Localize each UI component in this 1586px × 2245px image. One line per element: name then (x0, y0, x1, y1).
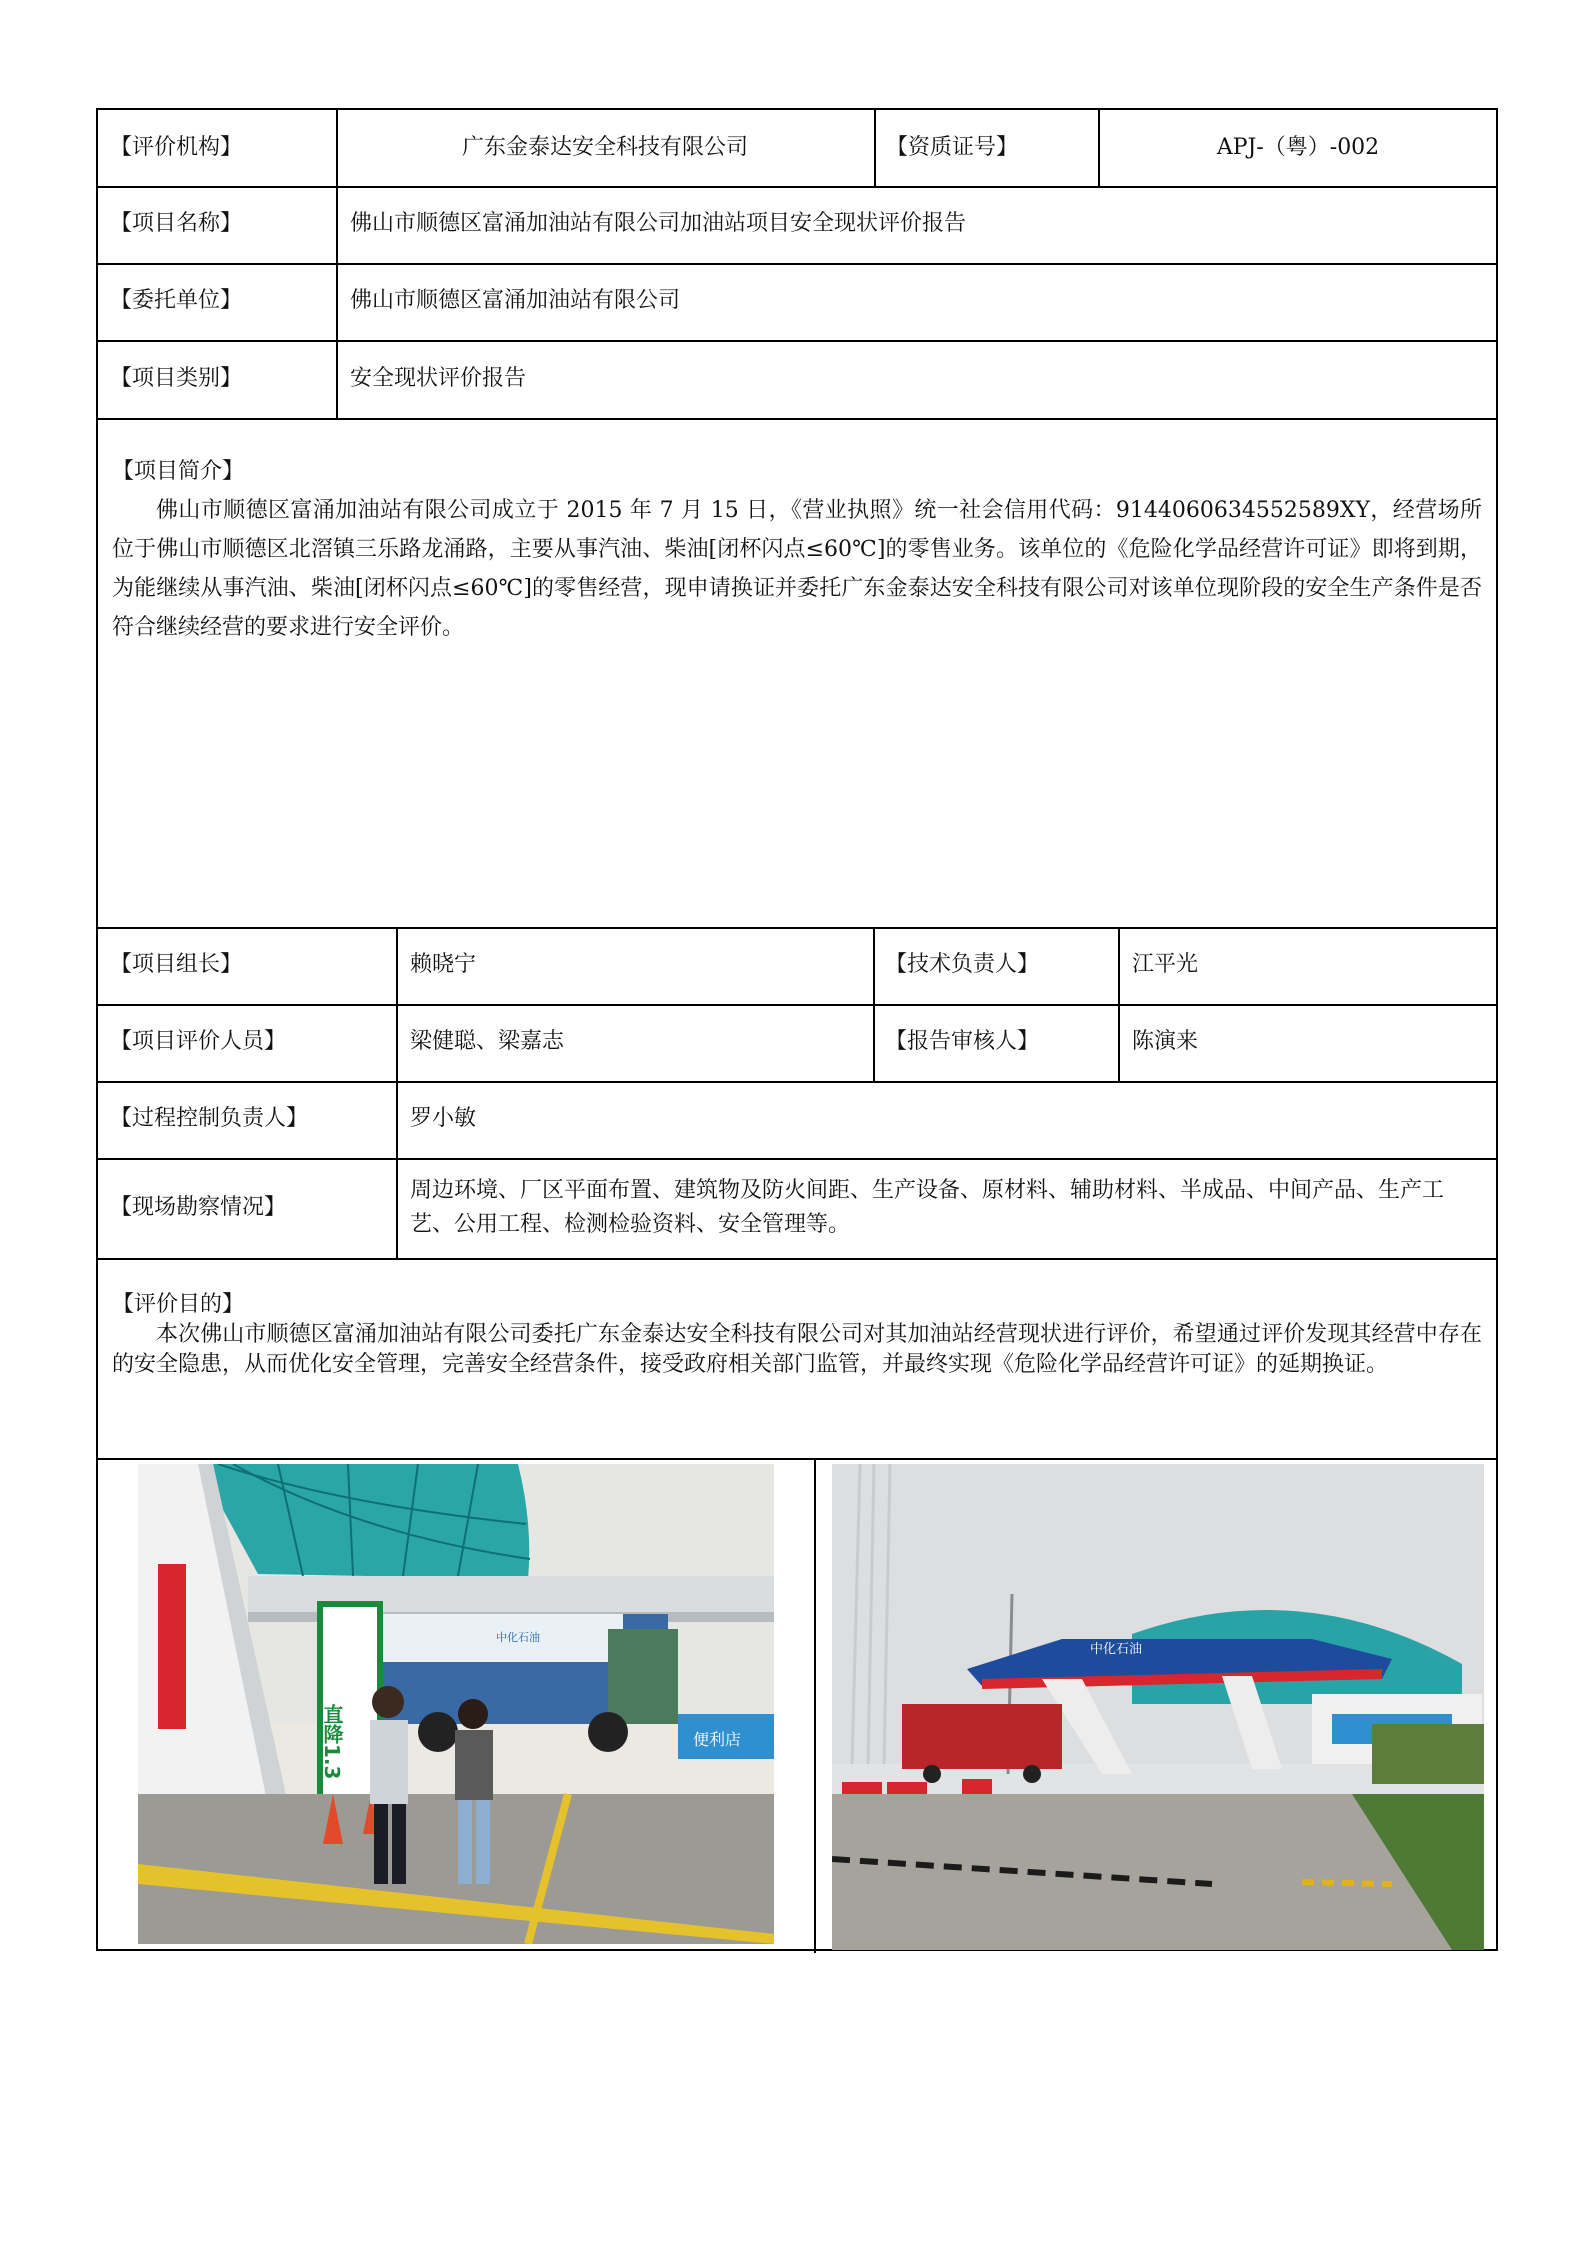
survey-value: 周边环境、厂区平面布置、建筑物及防火间距、生产设备、原材料、辅助材料、半成品、中间产品、生产工艺、公用工程、检测检验资料、安全管理等。 (410, 1178, 1445, 1237)
purpose-text: 本次佛山市顺德区富涌加油站有限公司委托广东金泰达安全科技有限公司对其加油站经营现状进行评价，希望通过评价发现其经营中存在的安全隐患，从而优化安全管理，完善安全经营条件，接受政府相关部门监管，并最终实现《危险化学品经营许可证》的延期换证。 (112, 1322, 1482, 1377)
cert-value: APJ-（粤）-002 (1216, 134, 1380, 160)
purpose-section (112, 1290, 1482, 1380)
intro-text: 佛山市顺德区富涌加油站有限公司成立于 2015 年 7 月 15 日，《营业执照》统一社会信用代码：9144060634552589XY，经营场所位于佛山市顺德区北滘镇三乐路龙涌路，主要从事汽油、柴油[闭杯闪点≤60℃]的零售业务。该单位的《危险化学品经营许可证》即将到期，为能继续从事汽油、柴油[闭杯闪点≤60℃]的零售经营，现申请换证并委托广东金泰达安全科技有限公司对该单位现阶段的安全生产条件是否符合继续经营的要求进行安全评价。 (112, 498, 1482, 640)
tech-label: 【技术负责人】 (885, 952, 1040, 978)
site-photo-left (138, 1464, 774, 1944)
evaluators-value: 梁健聪、梁嘉志 (410, 1029, 565, 1055)
survey-label: 【现场勘察情况】 (110, 1194, 287, 1220)
purpose-label: 【评价目的】 (112, 1292, 245, 1317)
cert-label: 【资质证号】 (886, 134, 1019, 160)
project-name-value: 佛山市顺德区富涌加油站有限公司加油站项目安全现状评价报告 (350, 211, 967, 237)
evaluators-label: 【项目评价人员】 (110, 1029, 287, 1055)
process-label: 【过程控制负责人】 (110, 1106, 309, 1132)
intro-label: 【项目简介】 (112, 459, 245, 484)
row-divider (98, 1258, 1496, 1260)
process-value: 罗小敏 (410, 1106, 477, 1132)
intro-section (112, 452, 1482, 647)
org-value: 广东金泰达安全科技有限公司 (461, 134, 748, 160)
site-photo-left-image (138, 1464, 774, 1944)
leader-value: 赖晓宁 (410, 952, 477, 978)
row-divider (98, 418, 1496, 420)
site-photo-right-image (832, 1464, 1484, 1950)
client-value: 佛山市顺德区富涌加油站有限公司 (350, 288, 681, 314)
store-sign-text: 便利店 (693, 1730, 742, 1749)
org-label: 【评价机构】 (110, 134, 243, 160)
project-name-label: 【项目名称】 (110, 211, 243, 237)
client-label: 【委托单位】 (110, 288, 243, 314)
right-canopy-sign-text: 中化石油 (1090, 1642, 1143, 1657)
evaluation-form (96, 108, 1498, 1951)
leader-label: 【项目组长】 (110, 952, 243, 978)
category-label: 【项目类别】 (110, 365, 243, 391)
col-divider (814, 1458, 816, 1953)
tech-value: 江平光 (1132, 952, 1199, 978)
category-value: 安全现状评价报告 (350, 365, 527, 391)
row-divider (98, 1458, 1496, 1460)
reviewer-label: 【报告审核人】 (885, 1029, 1040, 1055)
left-canopy-sign-text: 中化石油 (496, 1631, 540, 1644)
site-photo-right (832, 1464, 1484, 1950)
reviewer-value: 陈演来 (1132, 1029, 1199, 1055)
price-sign-text: 直降1.3 (320, 1704, 344, 1780)
